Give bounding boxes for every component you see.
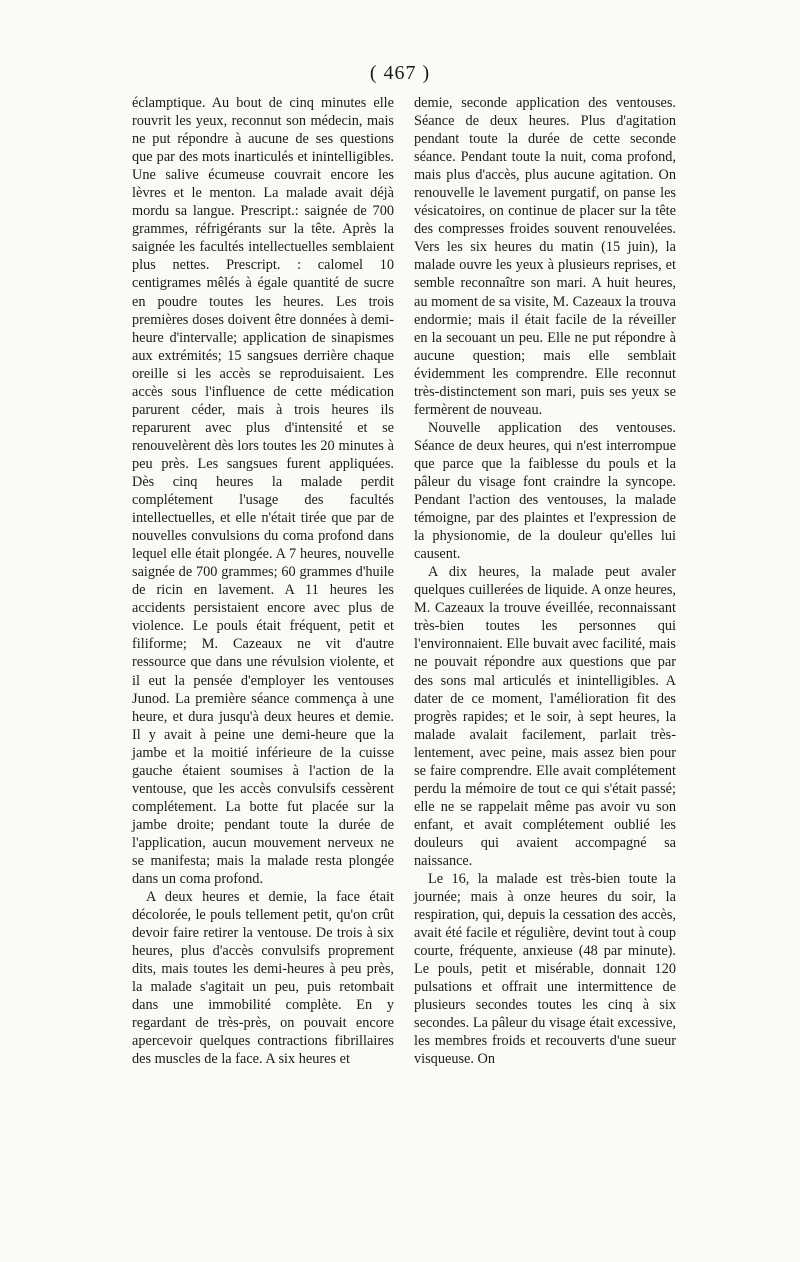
paragraph: Nouvelle application des ventouses. Séance de deux heures, qui n'est interrompue que parce que la faiblesse du pouls et la pâleur du visage font craindre la syncope. Pendant l'action des ventouses, la malade témoigne, par des plaintes et l'expression de la physionomie, de la douleur qu'elles lui causent.: [414, 419, 676, 563]
paragraph: Le 16, la malade est très-bien toute la journée; mais à onze heures du soir, la respiration, qui, depuis la cessation des accès, avait été facile et régulière, devint tout à coup courte, fréquente, anxieuse (48 par minute). Le pouls, petit et misérable, donnait 120 pulsations et offrait une intermittence de plusieurs secondes toutes les cinq à six secondes. La pâleur du visage était excessive, les membres froids et recouverts d'une sueur visqueuse. On: [414, 871, 676, 1068]
page-number: ( 467 ): [369, 62, 431, 84]
left-column: [132, 94, 394, 1069]
paragraph: demie, seconde application des ventouses. Séance de deux heures. Plus d'agitation pendant toute la durée de cette seconde séance. Pendant toute la nuit, coma profond, mais plus d'accès, plus aucune agitation. On renouvelle le lavement purgatif, on panse les vésicatoires, on continue de placer sur la tête des compresses froides souvent renouvelées. Vers les six heures du matin (15 juin), la malade ouvre les yeux à plusieurs reprises, et semble reconnaître son mari. A huit heures, au moment de sa visite, M. Cazeaux la trouva endormie; mais il était facile de la réveiller en la secouant un peu. Elle ne put répondre à aucune question; mais elle semblait évidemment les comprendre. Elle reconnut très-distinctement son mari, puis ses yeux se fermèrent de nouveau.: [414, 95, 676, 418]
paragraph: A dix heures, la malade peut avaler quelques cuillerées de liquide. A onze heures, M. Cazeaux la trouve éveillée, reconnaissant très-bien toutes les personnes qui l'environnaient. Elle buvait avec facilité, mais ne pouvait répondre aux questions que par des sons mal articulés et inintelligibles. A dater de ce moment, l'amélioration fit des progrès rapides; et le soir, à sept heures, la malade avalait facilement, parlait très-lentement, avec peine, mais assez bien pour se faire comprendre. Elle avait complétement perdu la mémoire de tout ce qui s'était passé; elle ne se rappelait même pas avoir vu son enfant, et avait complétement oublié les douleurs qui avaient accompagné sa naissance.: [414, 564, 676, 869]
paragraph: A deux heures et demie, la face était décolorée, le pouls tellement petit, qu'on crût devoir faire retirer la ventouse. De trois à six heures, plus d'accès convulsifs proprement dits, mais toutes les demi-heures à peu près, la malade s'agitait un peu, puis retombait dans une immobilité complète. En y regardant de très-près, on pouvait encore apercevoir quelques contractions fibrillaires des muscles de la face. A six heures et: [132, 889, 394, 1068]
right-column: [414, 94, 676, 1069]
paragraph: éclamptique. Au bout de cinq minutes elle rouvrit les yeux, reconnut son médecin, mais ne put répondre à aucune de ses questions que par des mots inarticulés et inintelligibles. Une salive écumeuse couvrait encore les lèvres et le menton. La malade avait déjà mordu sa langue. Prescript.: saignée de 700 grammes, réfrigérants sur la tête. Après la saignée les facultés intellectuelles semblaient plus nettes. Prescript. : calomel 10 centigrames mêlés à égale quantité de sucre en poudre toutes les heures. Les trois premières doses doivent être données à demi-heure d'intervalle; application de sinapismes aux extrémités; 15 sangsues derrière chaque oreille si les accès se reproduisaient. Les accès sous l'influence de cette médication parurent céder, mais à trois heures ils reparurent avec plus d'intensité et se renouvelèrent dès lors toutes les 20 minutes à peu près. Les sangsues furent appliquées. Dès cinq heures la malade perdit complétement l'usage des facultés intellectuelles, et elle n'était tirée que par de nouvelles convulsions du coma profond dans lequel elle était plongée. A 7 heures, nouvelle saignée de 700 grammes; 60 grammes d'huile de ricin en lavement. A 11 heures les accidents persistaient encore avec plus de violence. Le pouls était fréquent, petit et filiforme; M. Cazeaux ne vit d'autre ressource que dans une révulsion violente, et il eut la pensée d'employer les ventouses Junod. La première séance commença à une heure, et dura jusqu'à deux heures et demie. Il y avait à peine une demi-heure que la jambe et la moitié inférieure de la cuisse gauche étaient soumises à l'action de la ventouse, que les accès convulsifs cessèrent complétement. La botte fut placée sur la jambe droite; pendant toute la durée de l'application, aucun mouvement nerveux ne se manifesta; mais la malade resta plongée dans un coma profond.: [132, 95, 394, 888]
